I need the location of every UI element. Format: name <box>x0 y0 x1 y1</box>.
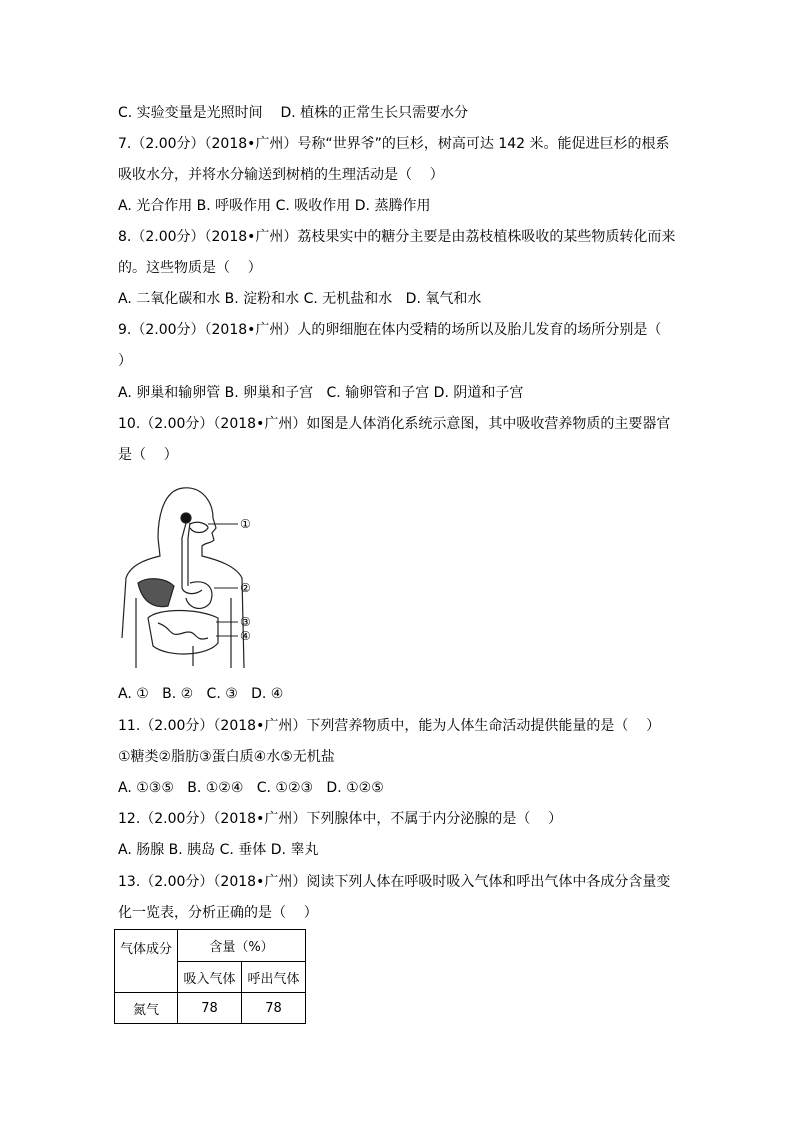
question-10: 10.（2.00分）（2018•广州）如图是人体消化系统示意图，其中吸收营养物质的主要器官 <box>118 416 671 432</box>
text-line: C. 实验变量是光照时间 D. 植株的正常生长只需要水分 <box>118 105 469 121</box>
question-13: 13.（2.00分）（2018•广州）阅读下列人体在呼吸时吸入气体和呼出气体中各成分含量变 <box>118 874 671 890</box>
text-line: 的。这些物质是（ ） <box>118 260 262 276</box>
gas-name: 氮气 <box>115 993 178 1024</box>
inhaled-value: 78 <box>178 993 242 1024</box>
figure-label-2: ② <box>240 581 251 595</box>
header-component: 气体成分 <box>115 930 178 993</box>
header-content: 含量（%） <box>178 930 306 962</box>
options-12: A. 肠腺 B. 胰岛 C. 垂体 D. 睾丸 <box>118 842 319 858</box>
options-9: A. 卵巢和输卵管 B. 卵巢和子宫 C. 输卵管和子宫 D. 阴道和子宫 <box>118 385 524 401</box>
question-11: 11.（2.00分）（2018•广州）下列营养物质中，能为人体生命活动提供能量的是（ ） <box>118 718 661 734</box>
digestive-system-figure <box>118 478 268 670</box>
question-12: 12.（2.00分）（2018•广州）下列腺体中，不属于内分泌腺的是（ ） <box>118 811 563 827</box>
header-inhaled: 吸入气体 <box>178 962 242 993</box>
text-line: ①糖类②脂肪③蛋白质④水⑤无机盐 <box>118 749 335 765</box>
figure-label-1: ① <box>240 517 251 531</box>
question-9: 9.（2.00分）（2018•广州）人的卵细胞在体内受精的场所以及胎儿发育的场所分别是（ <box>118 322 662 338</box>
options-8: A. 二氧化碳和水 B. 淀粉和水 C. 无机盐和水 D. 氧气和水 <box>118 291 482 307</box>
question-8: 8.（2.00分）（2018•广州）荔枝果实中的糖分主要是由荔枝植株吸收的某些物质转化而来 <box>118 229 676 245</box>
text-line: 化一览表，分析正确的是（ ） <box>118 905 318 921</box>
text-line: 是（ ） <box>118 447 178 463</box>
figure-label-3: ③ <box>240 615 251 629</box>
gas-composition-table <box>114 929 306 1024</box>
header-exhaled: 呼出气体 <box>242 962 306 993</box>
options-10: A. ① B. ② C. ③ D. ④ <box>118 686 284 702</box>
question-7: 7.（2.00分）（2018•广州）号称“世界爷”的巨杉，树高可达 142 米。能促进巨杉的根系 <box>118 136 670 152</box>
options-11: A. ①③⑤ B. ①②④ C. ①②③ D. ①②⑤ <box>118 780 384 796</box>
options-7: A. 光合作用 B. 呼吸作用 C. 吸收作用 D. 蒸腾作用 <box>118 198 431 214</box>
table-row <box>115 993 306 1024</box>
exhaled-value: 78 <box>242 993 306 1024</box>
text-line: ） <box>118 353 132 369</box>
figure-label-4: ④ <box>240 629 251 643</box>
text-line: 吸收水分，并将水分输送到树梢的生理活动是（ ） <box>118 167 444 183</box>
